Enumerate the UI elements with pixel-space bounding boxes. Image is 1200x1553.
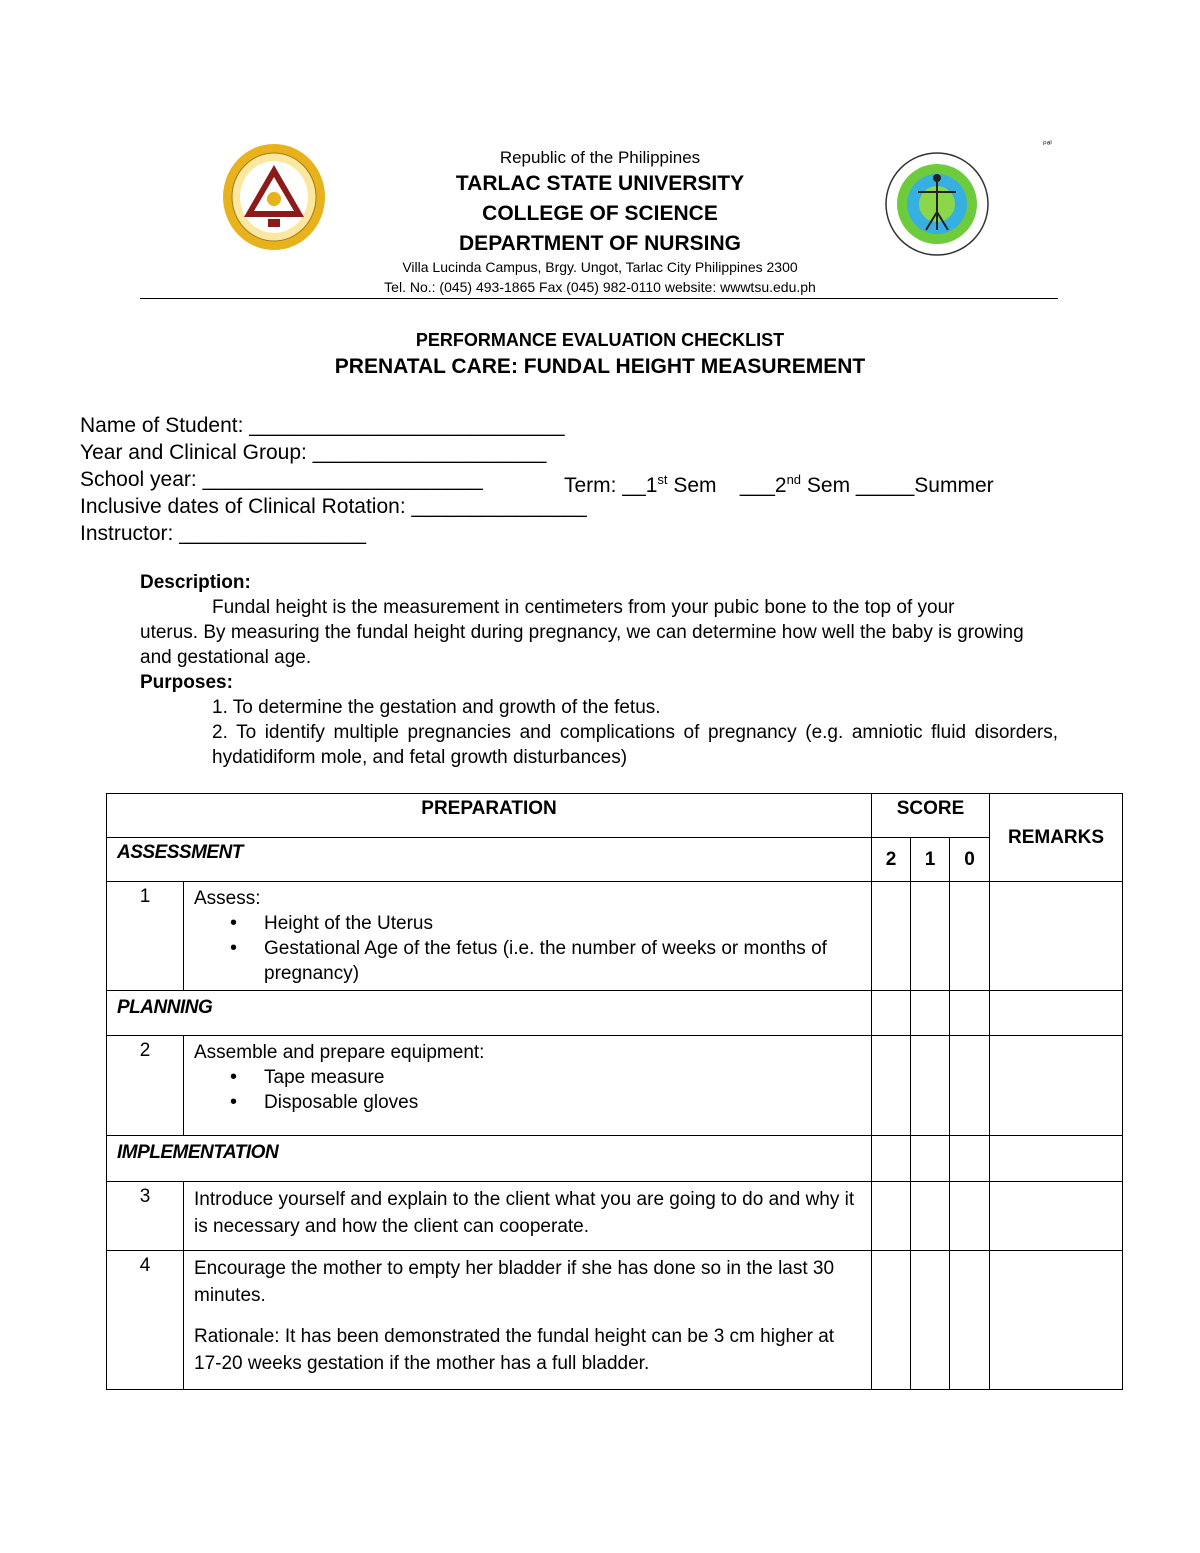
step-4-rationale: Rationale: It has been demonstrated the fundal height can be 3 cm higher at 17-20 weeks gestation if the mother has a full bladder. (194, 1326, 835, 1374)
step-1-bullet-1: • Height of the Uterus (264, 911, 863, 936)
score-0-header: 0 (950, 838, 990, 882)
score-0-cell[interactable] (950, 1036, 990, 1136)
university-name: TARLAC STATE UNIVERSITY (455, 172, 745, 195)
step-1-bullet-2: • Gestational Age of the fetus (i.e. the number of weeks or months of pregnancy) (264, 936, 863, 986)
score-2-cell[interactable] (872, 1036, 911, 1136)
step-2-text: Assemble and prepare equipment: (194, 1042, 485, 1063)
score-1-cell[interactable] (911, 1182, 950, 1251)
step-number: 1 (107, 882, 184, 991)
score-0-cell[interactable] (950, 1182, 990, 1251)
contact-line: Tel. No.: (045) 493-1865 Fax (045) 982-0110 website: wwwtsu.edu.ph (384, 279, 816, 295)
score-2-cell[interactable] (872, 1251, 911, 1390)
remarks-cell[interactable] (990, 882, 1123, 991)
assessment-section: ASSESSMENT (107, 838, 872, 882)
department-name: DEPARTMENT OF NURSING (459, 232, 741, 255)
score-1-cell[interactable] (911, 1251, 950, 1390)
description-text-first: Fundal height is the measurement in centimeters from your pubic bone to the top of your (212, 597, 955, 618)
checklist-title: PERFORMANCE EVALUATION CHECKLIST (415, 330, 785, 350)
step-3-text: Introduce yourself and explain to the client what you are going to do and why it is necessary and how the client can cooperate. (184, 1182, 872, 1251)
score-1-cell[interactable] (911, 882, 950, 991)
table-row (107, 1036, 1123, 1136)
score-2-cell[interactable] (872, 1182, 911, 1251)
instructor-field[interactable]: Instructor: ________________ (80, 522, 367, 545)
step-number: 3 (107, 1182, 184, 1251)
step-2-bullet-2: • Disposable gloves (264, 1090, 863, 1115)
description-text-rest: uterus. By measuring the fundal height during pregnancy, we can determine how well the baby is growing and gestational age. (140, 622, 1024, 668)
step-4-text: Encourage the mother to empty her bladder if she has done so in the last 30 minutes. (194, 1258, 835, 1306)
step-number: 2 (107, 1036, 184, 1136)
step-2-bullet-1: • Tape measure (264, 1065, 863, 1090)
score-2-header: 2 (872, 838, 911, 882)
description-heading: Description: (140, 572, 251, 593)
term-label: Term: __1 (564, 474, 658, 497)
description-section (140, 570, 1058, 770)
procedure-title: PRENATAL CARE: FUNDAL HEIGHT MEASUREMENT (334, 355, 866, 378)
purpose-2: 2. To identify multiple pregnancies and complications of pregnancy (e.g. amniotic fluid disorders, hydatidiform mole, and fetal growth disturbances) (212, 722, 1058, 768)
table-row (107, 882, 1123, 991)
header-divider (140, 298, 1058, 299)
term-2-rest: Sem _____Summer (801, 474, 994, 497)
implementation-row (107, 1136, 1123, 1182)
address-line: Villa Lucinda Campus, Brgy. Ungot, Tarlac City Philippines 2300 (402, 259, 798, 275)
step-text (184, 1036, 872, 1136)
score-0-cell[interactable] (950, 1251, 990, 1390)
term-field[interactable] (564, 466, 994, 499)
table-row (107, 1251, 1123, 1390)
score-header: SCORE (872, 794, 990, 838)
table-row (107, 1182, 1123, 1251)
term-1-sup: st (657, 472, 668, 487)
score-0-cell[interactable] (950, 882, 990, 991)
assessment-row (107, 838, 1123, 882)
purposes-heading: Purposes: (140, 672, 233, 693)
corner-mark: ₚₐₗ (1043, 136, 1052, 146)
purpose-1: 1. To determine the gestation and growth of the fetus. (212, 697, 661, 718)
score-1-header: 1 (911, 838, 950, 882)
score-2-cell[interactable] (872, 882, 911, 991)
score-1-cell[interactable] (911, 1036, 950, 1136)
rotation-dates-field[interactable]: Inclusive dates of Clinical Rotation: _______________ (80, 495, 587, 518)
student-name-field[interactable]: Name of Student: ___________________________ (80, 414, 565, 437)
preparation-header: PREPARATION (107, 794, 872, 838)
remarks-cell[interactable] (990, 1036, 1123, 1136)
step-1-text: Assess: (194, 888, 261, 909)
college-name: COLLEGE OF SCIENCE (482, 202, 718, 225)
remarks-cell[interactable] (990, 1251, 1123, 1390)
remarks-cell[interactable] (990, 1182, 1123, 1251)
planning-section: PLANNING (107, 991, 872, 1036)
year-group-field[interactable]: Year and Clinical Group: ____________________ (80, 441, 547, 464)
term-2-sup: nd (786, 472, 802, 487)
step-text (184, 1251, 872, 1390)
remarks-header: REMARKS (990, 794, 1123, 882)
checklist-table (106, 793, 1123, 1390)
planning-row (107, 991, 1123, 1036)
term-1-rest: Sem ___2 (667, 474, 787, 497)
step-text (184, 882, 872, 991)
republic-line: Republic of the Philippines (499, 148, 701, 167)
step-number: 4 (107, 1251, 184, 1390)
implementation-section: IMPLEMENTATION (107, 1136, 872, 1182)
table-header-row (107, 794, 1123, 838)
school-year-field[interactable]: School year: ________________________ (80, 468, 483, 491)
